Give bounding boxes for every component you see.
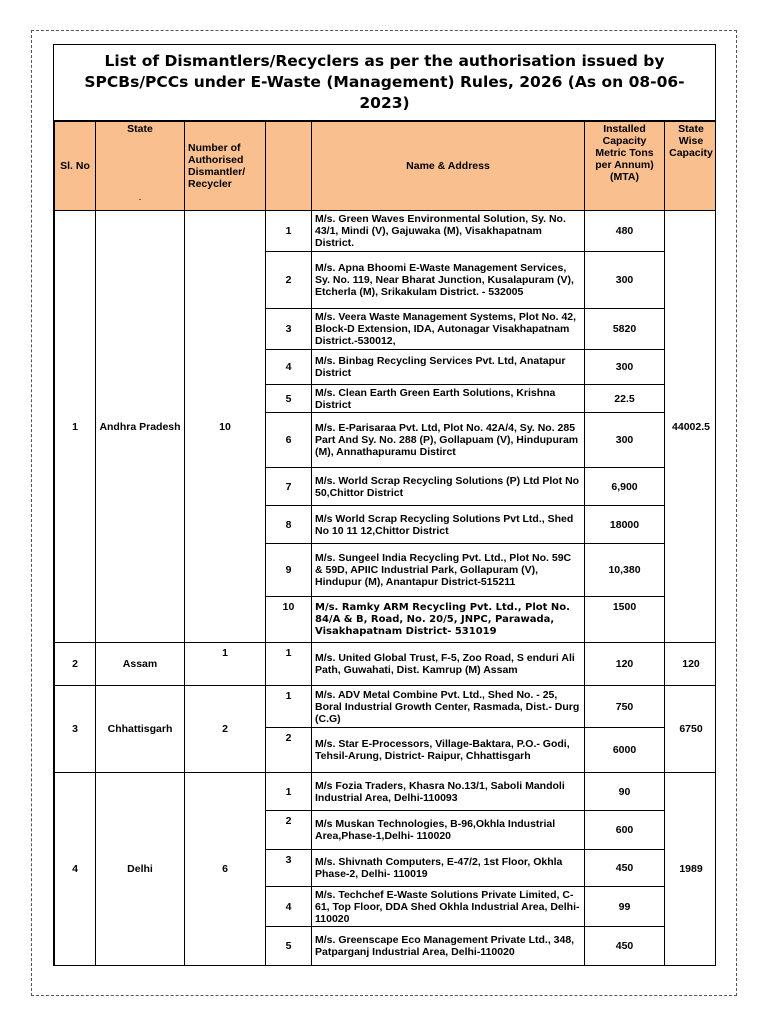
state-sl-no: 1 (55, 211, 96, 643)
entry-capacity: 18000 (585, 506, 665, 544)
entry-capacity: 450 (585, 850, 665, 887)
state-name: Delhi (96, 773, 185, 966)
entry-name-address: M/s Fozia Traders, Khasra No.13/1, Saboli Mandoli Industrial Area, Delhi-110093 (312, 773, 585, 811)
entry-number: 1 (266, 643, 312, 686)
entry-name-address: M/s. Binbag Recycling Services Pvt. Ltd, Anatapur District (312, 350, 585, 385)
entry-number: 1 (266, 686, 312, 728)
entry-number: 2 (266, 252, 312, 309)
entry-capacity: 99 (585, 887, 665, 927)
header-row (55, 122, 717, 211)
header-sl-no: Sl. No (55, 122, 96, 211)
entry-number: 1 (266, 211, 312, 252)
entry-name-address: M/s. Clean Earth Green Earth Solutions, Krishna District (312, 385, 585, 413)
entry-name-address: M/s. E-Parisaraa Pvt. Ltd, Plot No. 42A/4, Sy. No. 285 Part And Sy. No. 288 (P), Gollapuam (V), Hindupuram (M), Annathapuramu Distirct (312, 413, 585, 468)
entry-number: 4 (266, 350, 312, 385)
entry-capacity: 600 (585, 811, 665, 850)
state-sl-no: 2 (55, 643, 96, 686)
entry-number: 10 (266, 597, 312, 643)
state-capacity: 120 (665, 643, 717, 686)
table-row (55, 643, 717, 686)
entry-name-address: M/s. United Global Trust, F-5, Zoo Road, S enduri Ali Path, Guwahati, Dist. Kamrup (M) Assam (312, 643, 585, 686)
state-sl-no: 3 (55, 686, 96, 773)
entry-name-address: M/s Muskan Technologies, B-96,Okhla Industrial Area,Phase-1,Delhi- 110020 (312, 811, 585, 850)
entry-capacity: 450 (585, 927, 665, 966)
entry-name-address: M/s. World Scrap Recycling Solutions (P) Ltd Plot No 50,Chittor District (312, 468, 585, 506)
entry-number: 5 (266, 927, 312, 966)
header-sub-number (266, 122, 312, 211)
entry-number: 7 (266, 468, 312, 506)
entry-number: 9 (266, 544, 312, 597)
state-capacity: 44002.5 (665, 211, 717, 643)
entry-name-address: M/s. Star E-Processors, Village-Baktara, P.O.- Godi, Tehsil-Arung, District- Raipur, Chhattisgarh (312, 728, 585, 773)
state-name: Chhattisgarh (96, 686, 185, 773)
header-state-mark: . (138, 191, 142, 203)
entry-capacity: 90 (585, 773, 665, 811)
entry-number: 8 (266, 506, 312, 544)
entry-capacity: 6000 (585, 728, 665, 773)
entry-capacity: 750 (585, 686, 665, 728)
table-row (55, 686, 717, 728)
entry-capacity: 22.5 (585, 385, 665, 413)
entry-name-address: M/s. Apna Bhoomi E-Waste Management Services, Sy. No. 119, Near Bharat Junction, Kusalapuram (V), Etcherla (M), Srikakulam District. - 532005 (312, 252, 585, 309)
state-name: Andhra Pradesh (96, 211, 185, 643)
state-name: Assam (96, 643, 185, 686)
header-authorised-count: Number of Authorised Dismantler/ Recycler (185, 122, 266, 211)
entry-number: 2 (266, 811, 312, 850)
entry-name-address: M/s. Green Waves Environmental Solution, Sy. No. 43/1, Mindi (V), Gajuwaka (M), Visakhapatnam District. (312, 211, 585, 252)
entry-name-address: M/s. Veera Waste Management Systems, Plot No. 42, Block-D Extension, IDA, Autonagar Visakhapatnam District.-530012, (312, 309, 585, 350)
state-capacity: 1989 (665, 773, 717, 966)
entry-number: 1 (266, 773, 312, 811)
entry-number: 3 (266, 850, 312, 887)
header-name-address: Name & Address (312, 122, 585, 211)
entry-number: 3 (266, 309, 312, 350)
entry-name-address: M/s. Greenscape Eco Management Private Ltd., 348, Patparganj Industrial Area, Delhi-110020 (312, 927, 585, 966)
authorised-count: 1 (185, 643, 266, 686)
entry-name-address: M/s. ADV Metal Combine Pvt. Ltd., Shed No. - 25, Boral Industrial Growth Center, Rasmada, Dist.- Durg (C.G) (312, 686, 585, 728)
entry-name-address: M/s. Shivnath Computers, E-47/2, 1st Floor, Okhla Phase-2, Delhi- 110019 (312, 850, 585, 887)
document-title: List of Dismantlers/Recyclers as per the authorisation issued by SPCBs/PCCs under E-Waste (Management) Rules, 2026 (As on 08-06-2023) (54, 45, 715, 121)
entry-capacity: 480 (585, 211, 665, 252)
authorised-count: 2 (185, 686, 266, 773)
entry-number: 5 (266, 385, 312, 413)
state-sl-no: 4 (55, 773, 96, 966)
entry-name-address: M/s World Scrap Recycling Solutions Pvt Ltd., Shed No 10 11 12,Chittor District (312, 506, 585, 544)
entry-name-address: M/s. Sungeel India Recycling Pvt. Ltd., Plot No. 59C & 59D, APIIC Industrial Park, Gollapuram (V), Hindupur (M), Anantapur District-515211 (312, 544, 585, 597)
header-installed-capacity: Installed Capacity Metric Tons per Annum) (MTA) (585, 122, 665, 211)
entry-capacity: 300 (585, 413, 665, 468)
entry-capacity: 5820 (585, 309, 665, 350)
state-capacity: 6750 (665, 686, 717, 773)
entry-name-address: M/s. Ramky ARM Recycling Pvt. Ltd., Plot No. 84/A & B, Road, No. 20/5, JNPC, Parawada, Visakhapatnam District- 531019 (312, 597, 585, 643)
entry-capacity: 10,380 (585, 544, 665, 597)
entry-number: 4 (266, 887, 312, 927)
entry-capacity: 120 (585, 643, 665, 686)
authorised-count: 6 (185, 773, 266, 966)
recyclers-table (54, 121, 716, 966)
entry-capacity: 1500 (585, 597, 665, 643)
header-state: State . (96, 122, 185, 211)
entry-number: 2 (266, 728, 312, 773)
entry-capacity: 300 (585, 252, 665, 309)
table-row (55, 773, 717, 811)
authorised-count: 10 (185, 211, 266, 643)
entry-name-address: M/s. Techchef E-Waste Solutions Private Limited, C-61, Top Floor, DDA Shed Okhla Industrial Area, Delhi-110020 (312, 887, 585, 927)
entry-capacity: 6,900 (585, 468, 665, 506)
document (53, 44, 716, 966)
table-row (55, 211, 717, 252)
entry-number: 6 (266, 413, 312, 468)
entry-capacity: 300 (585, 350, 665, 385)
header-state-capacity: State Wise Capacity (665, 122, 717, 211)
